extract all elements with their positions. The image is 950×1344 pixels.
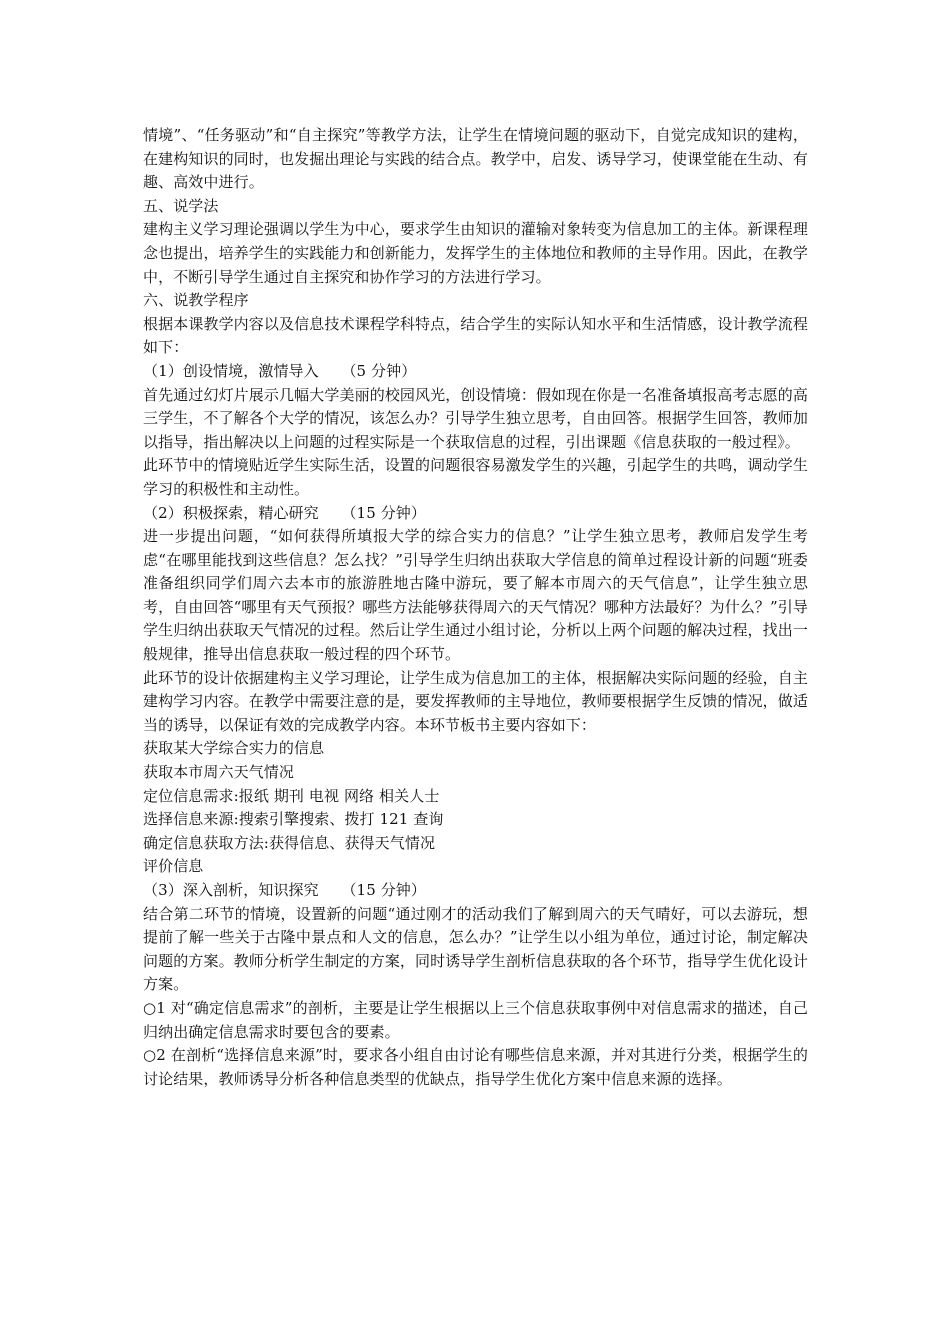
step-2-heading: （2）积极探索，精心研究 （15 分钟） [143,503,427,522]
paragraph-constructivism: 建构主义学习理论强调以学生为中心，要求学生由知识的灌输对象转变为信息加工的主体。新课程理念也提出，培养学生的实践能力和创新能力，发挥学生的主体地位和教师的主导作用。因此，在教学中，不断引导学生通过自主探究和协作学习的方法进行学习。 [143,220,808,286]
step-3-heading: （3）深入剖析，知识探究 （15 分钟） [143,881,427,899]
step-1-heading: （1）创设情境，激情导入 （5 分钟） [143,361,417,380]
document-body [143,124,808,1091]
paragraph-analysis-2: ○2 在剖析“选择信息来源”时，要求各小组自由讨论有哪些信息来源，并对其进行分类，根据学生的讨论结果，教师诱导分析各种信息类型的优缺点，指导学生优化方案中信息来源的选择。 [143,1046,808,1088]
paragraph-analysis-1: ○1 对“确定信息需求”的剖析，主要是让学生根据以上三个信息获取事例中对信息需求的描述，自己归纳出确定信息需求时要包含的要素。 [143,998,808,1041]
paragraph-step-2: 进一步提出问题，“如何获得所填报大学的综合实力的信息？”让学生独立思考，教师启发学生考虑“在哪里能找到这些信息？怎么找？”引导学生归纳出获取大学信息的简单过程设计新的问题“班委准备组织同学们周六去本市的旅游胜地古隆中游玩，要了解本市周六的天气信息”，让学生独立思考，自由回答“哪里有天气预报？哪些方法能够获得周六的天气情况？哪种方法最好？为什么？”引导学生归纳出获取天气情况的过程。然后让学生通过小组讨论，分析以上两个问题的解决过程，找出一般规律，推导出信息获取一般过程的四个环节。 [143,527,808,664]
heading-teaching-procedure: 六、说教学程序 [143,291,249,310]
paragraph-step-2-comment: 此环节的设计依据建构主义学习理论，让学生成为信息加工的主体，根据解决实际问题的经验，自主建构学习内容。在教学中需要注意的是，要发挥教师的主导地位，教师要根据学生反馈的情况，做适当的诱导，以保证有效的完成教学内容。本环节板书主要内容如下： [143,668,808,734]
paragraph-procedure-intro: 根据本课教学内容以及信息技术课程学科特点，结合学生的实际认知水平和生活情感，设计教学流程如下： [143,314,808,357]
paragraph-step-3: 结合第二环节的情境，设置新的问题“通过刚才的活动我们了解到周六的天气晴好，可以去游玩，想提前了解一些关于古隆中景点和人文的信息，怎么办？”让学生以小组为单位，通过讨论，制定解决问题的方案。教师分析学生制定的方案，同时诱导学生剖析信息获取的各个环节，指导学生优化设计方案。 [143,904,808,994]
board-line-define-need: 定位信息需求:报纸 期刊 电视 网络 相关人士 [143,786,440,805]
heading-learning-methods: 五、说学法 [143,196,219,215]
board-line-choose-source: 选择信息来源:搜索引擎搜索、拨打 121 查询 [143,810,444,829]
paragraph-step-1-comment: 此环节中的情境贴近学生实际生活，设置的问题很容易激发学生的兴趣，引起学生的共鸣，调动学生学习的积极性和主动性。 [143,456,808,498]
paragraph-teaching-methods: 情境”、“任务驱动”和“自主探究”等教学方法，让学生在情境问题的驱动下，自觉完成知识的建构，在建构知识的同时，也发掘出理论与实践的结合点。教学中，启发、诱导学习，使课堂能在生动、有趣、高效中进行。 [143,126,808,192]
paragraph-step-1: 首先通过幻灯片展示几幅大学美丽的校园风光，创设情境：假如现在你是一名准备填报高考志愿的高三学生，不了解各个大学的情况，该怎么办？引导学生独立思考，自由回答。根据学生回答，教师加以指导，指出解决以上问题的过程实际是一个获取信息的过程，引出课题《信息获取的一般过程》。 [143,385,808,451]
board-line-evaluate: 评价信息 [143,857,204,876]
board-line-university: 获取某大学综合实力的信息 [143,739,325,758]
board-line-choose-method: 确定信息获取方法:获得信息、获得天气情况 [143,833,436,852]
board-line-weather: 获取本市周六天气情况 [143,763,295,782]
